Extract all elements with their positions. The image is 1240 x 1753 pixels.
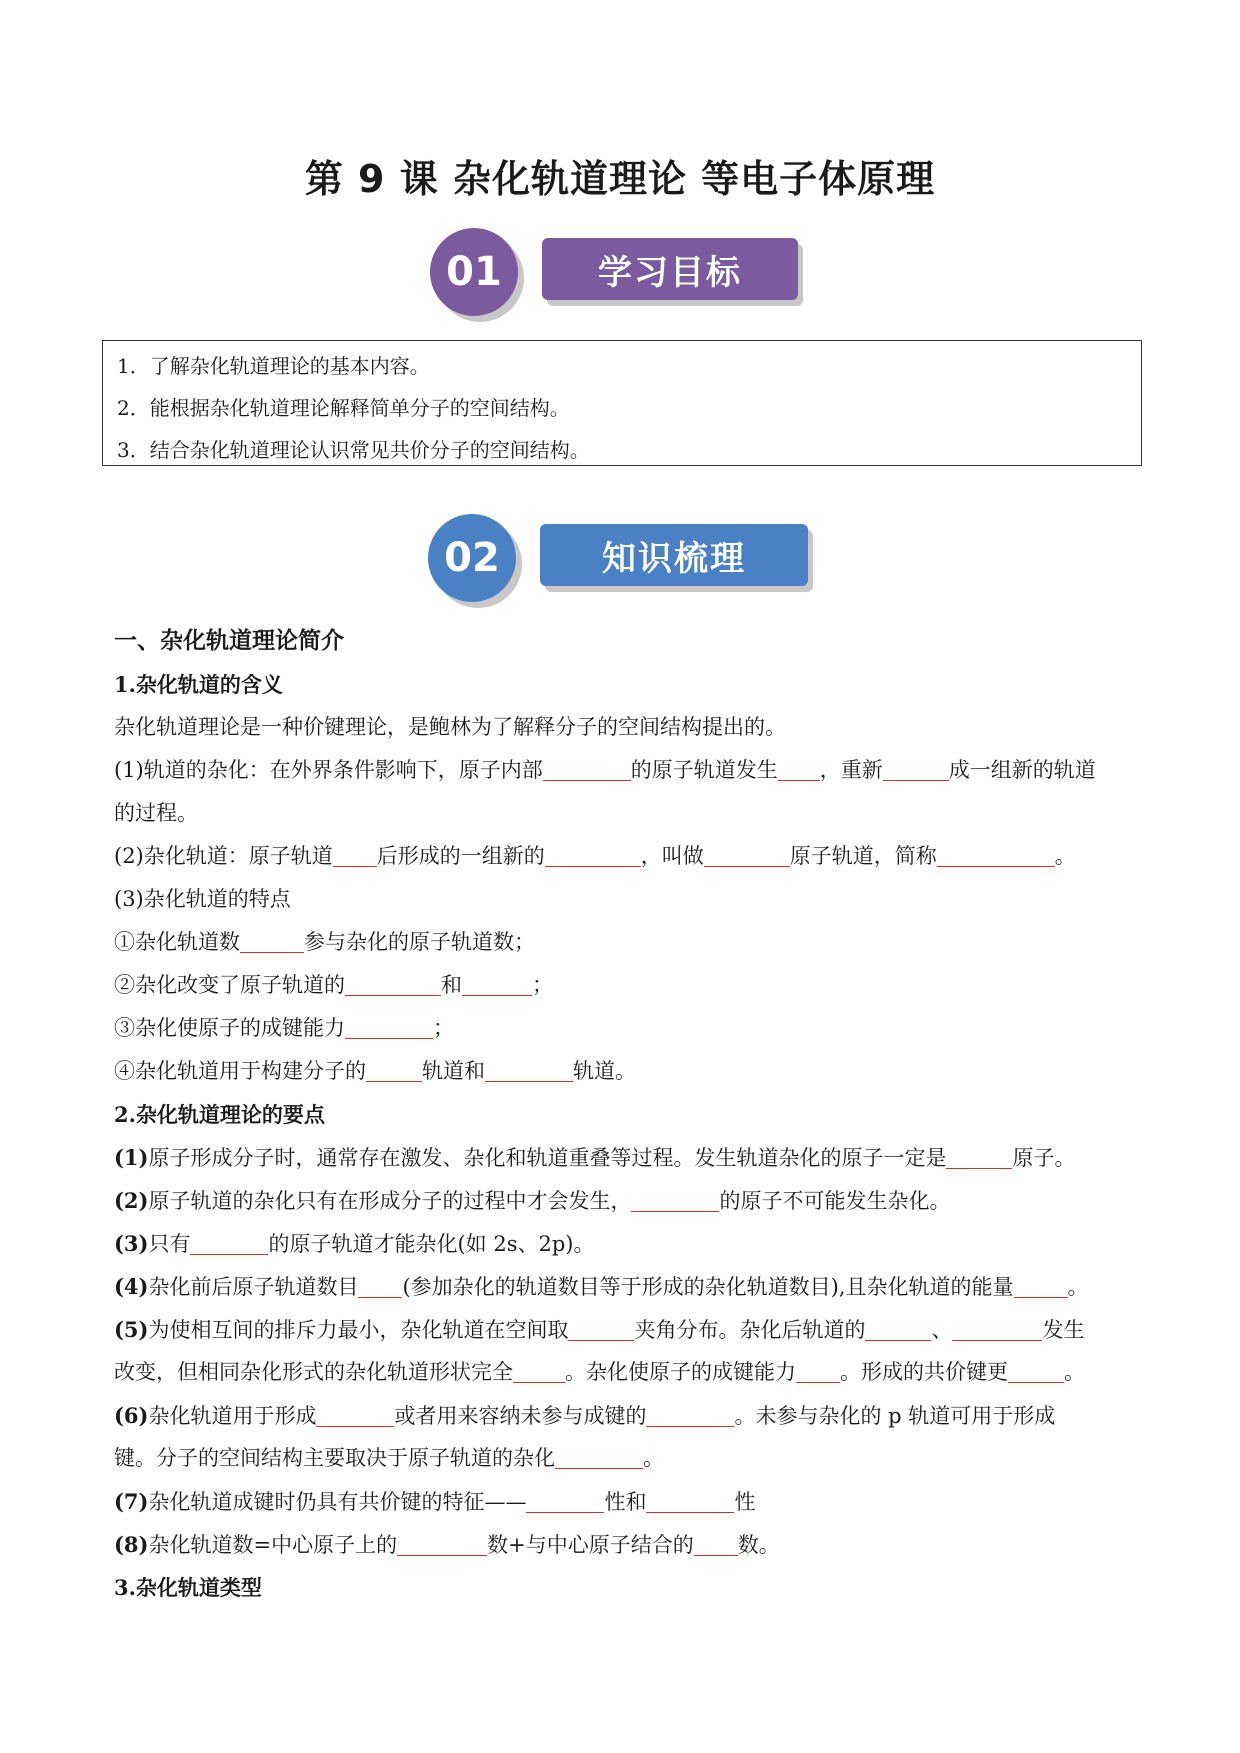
answer-blank[interactable] [937,842,1055,867]
fill-line: (2)杂化轨道：原子轨道 后形成的一组新的 ，叫做 原子轨道，简称 。 [114,844,1076,868]
answer-blank[interactable] [526,1488,604,1513]
answer-blank[interactable] [694,1531,738,1556]
answer-blank[interactable] [366,1057,422,1082]
subheading-2: 2.杂化轨道理论的要点 [114,1102,325,1127]
goal-item: 2．能根据杂化轨道理论解释简单分子的空间结构。 [117,396,570,420]
answer-blank[interactable] [883,756,949,781]
answer-blank[interactable] [1008,1358,1064,1383]
fill-line: ①杂化轨道数 参与杂化的原子轨道数； [114,930,535,954]
goal-item: 1．了解杂化轨道理论的基本内容。 [117,354,430,378]
answer-blank[interactable] [631,1187,719,1212]
section-label-bar: 学习目标 [542,238,798,300]
subheading-1: 1.杂化轨道的含义 [114,672,283,697]
section-label-bar: 知识梳理 [540,524,808,586]
answer-blank[interactable] [545,842,641,867]
fill-line: ④杂化轨道用于构建分子的 轨道和 轨道。 [114,1059,636,1083]
heading-1: 一、杂化轨道理论简介 [114,628,344,654]
goal-item: 3．结合杂化轨道理论认识常见共价分子的空间结构。 [117,438,590,462]
fill-line: 键。分子的空间结构主要取决于原子轨道的杂化 。 [114,1446,664,1470]
fill-line: (6)杂化轨道用于形成 或者用来容纳未参与成键的 。未参与杂化的 p 轨道可用于形成 [114,1403,1056,1428]
answer-blank[interactable] [865,1316,931,1341]
answer-blank[interactable] [462,971,532,996]
fill-line: 的过程。 [114,801,198,825]
answer-blank[interactable] [555,1444,643,1469]
fill-line: (1)轨道的杂化：在外界条件影响下，原子内部 的原子轨道发生 ，重新 成一组新的轨道 [114,758,1096,782]
answer-blank[interactable] [358,1273,402,1298]
answer-blank[interactable] [190,1230,268,1255]
section-number-circle: 01 [430,228,518,316]
answer-blank[interactable] [345,1014,433,1039]
fill-line: (7)杂化轨道成键时仍具有共价键的特征—— 性和 性 [114,1489,756,1514]
fill-line: (5)为使相互间的排斥力最小，杂化轨道在空间取 夹角分布。杂化后轨道的 、 发生 [114,1317,1085,1342]
answer-blank[interactable] [333,842,377,867]
paragraph: 杂化轨道理论是一种价键理论，是鲍林为了解释分子的空间结构提出的。 [114,715,786,739]
answer-blank[interactable] [397,1531,487,1556]
fill-line: (8)杂化轨道数=中心原子上的 数+与中心原子结合的 数。 [114,1532,780,1557]
paragraph: (3)杂化轨道的特点 [114,887,291,911]
answer-blank[interactable] [316,1402,394,1427]
answer-blank[interactable] [485,1057,573,1082]
learning-goals-box [102,340,1142,466]
answer-blank[interactable] [568,1316,634,1341]
answer-blank[interactable] [946,1144,1012,1169]
answer-blank[interactable] [345,971,441,996]
answer-blank[interactable] [646,1402,734,1427]
fill-line: (3)只有 的原子轨道才能杂化(如 2s、2p)。 [114,1231,595,1256]
fill-line: (4)杂化前后原子轨道数目 (参加杂化的轨道数目等于形成的杂化轨道数目),且杂化轨道的能量 。 [114,1274,1089,1299]
answer-blank[interactable] [240,928,304,953]
answer-blank[interactable] [543,756,631,781]
fill-line: (2)原子轨道的杂化只有在形成分子的过程中才会发生， 的原子不可能发生杂化。 [114,1188,951,1213]
page-title: 第 9 课 杂化轨道理论 等电子体原理 [304,157,936,201]
answer-blank[interactable] [513,1358,565,1383]
fill-line: ③杂化使原子的成键能力 ； [114,1016,454,1040]
main-content [114,620,1134,1609]
answer-blank[interactable] [646,1488,734,1513]
section-number-circle: 02 [428,514,516,602]
fill-line: 改变，但相同杂化形式的杂化轨道形状完全 。杂化使原子的成键能力 。形成的共价键更 。 [114,1360,1085,1384]
subheading-3: 3.杂化轨道类型 [114,1575,262,1600]
answer-blank[interactable] [952,1316,1042,1341]
answer-blank[interactable] [1014,1273,1068,1298]
fill-line: ②杂化改变了原子轨道的 和 ； [114,973,553,997]
answer-blank[interactable] [704,842,790,867]
fill-line: (1)原子形成分子时，通常存在激发、杂化和轨道重叠等过程。发生轨道杂化的原子一定是 原子。 [114,1145,1076,1170]
answer-blank[interactable] [796,1358,840,1383]
answer-blank[interactable] [778,756,820,781]
